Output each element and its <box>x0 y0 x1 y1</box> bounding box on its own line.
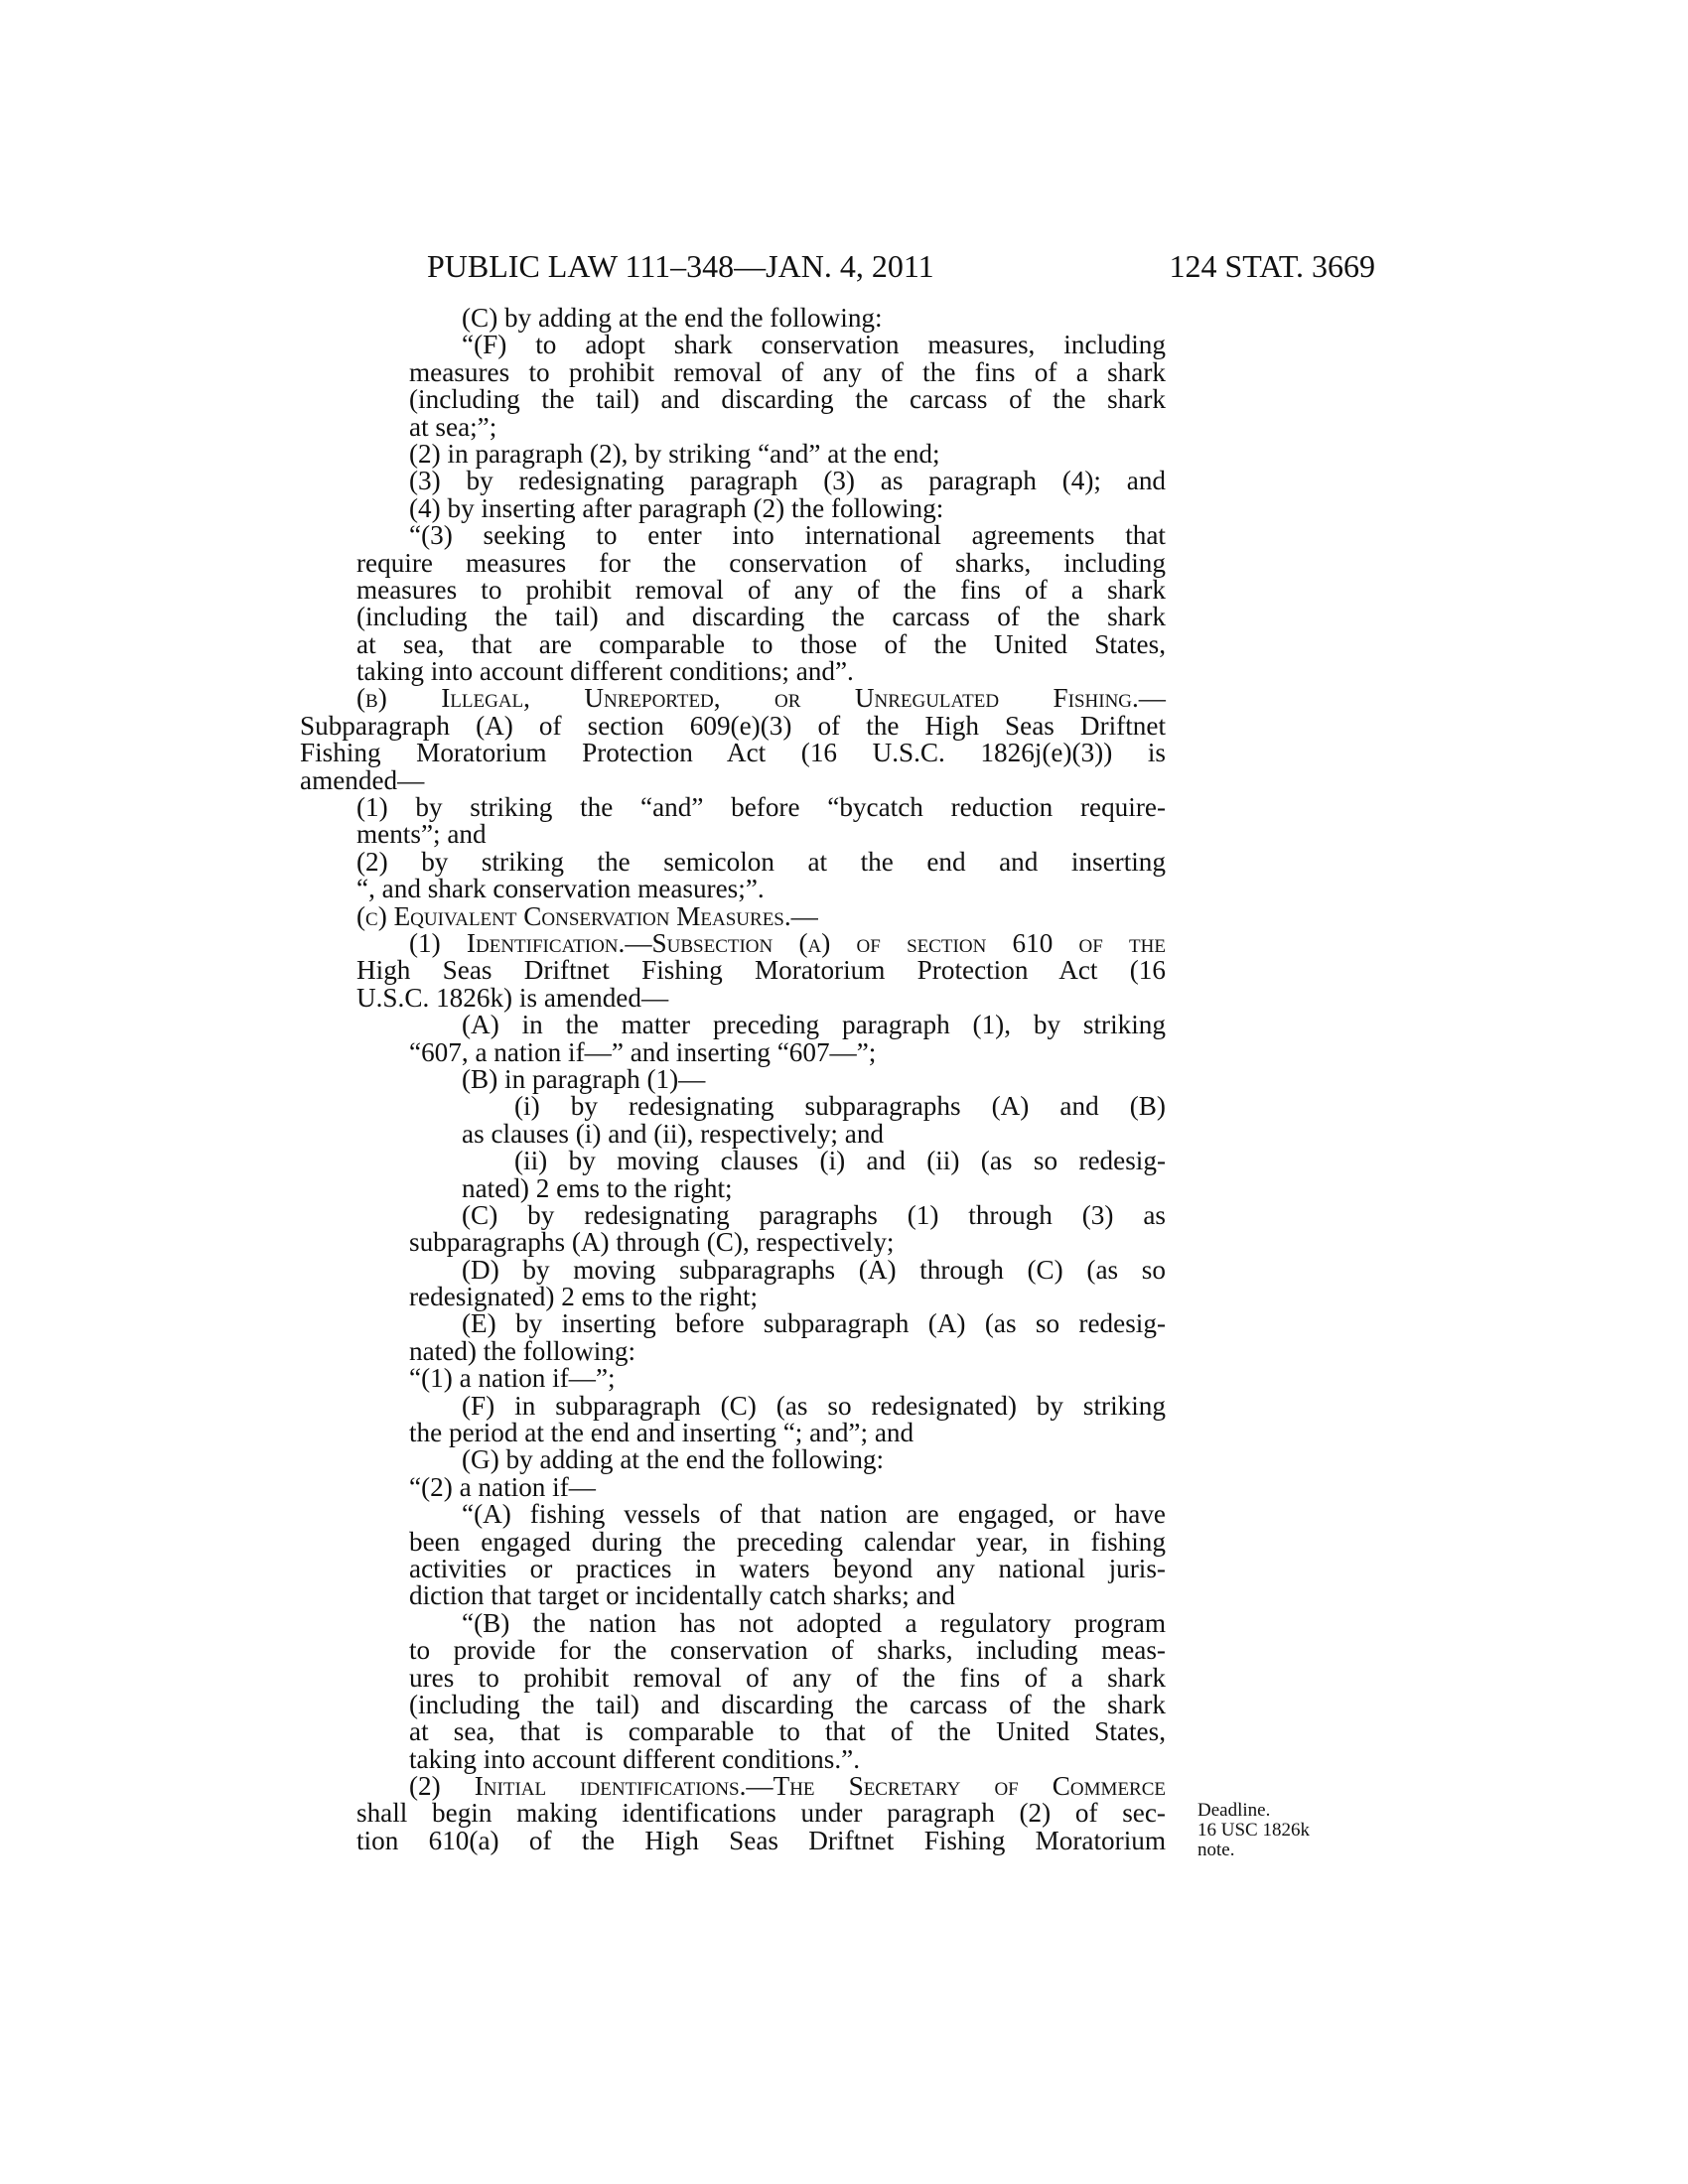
text-line: “(3) seeking to enter into international agreements that <box>409 520 1166 551</box>
text-line: (A) in the matter preceding paragraph (1), by striking <box>462 1010 1166 1040</box>
text-line: (c) Equivalent Conservation Measures.— <box>356 900 818 931</box>
margin-note <box>1197 1801 1356 1860</box>
text-line: (C) by redesignating paragraphs (1) through (3) as <box>462 1199 1166 1230</box>
text-line: “(1) a nation if—”; <box>409 1363 616 1394</box>
text-line: tion 610(a) of the High Seas Driftnet Fishing Moratorium <box>356 1825 1166 1855</box>
text-line: (1) by striking the “and” before “bycatch reduction require- <box>356 792 1166 823</box>
text-line: (including the tail) and discarding the carcass of the shark <box>409 384 1166 415</box>
text-line: Fishing Moratorium Protection Act (16 U.S.C. 1826j(e)(3)) is <box>300 738 1166 768</box>
text-line: diction that target or incidentally catch sharks; and <box>409 1580 955 1611</box>
text-line: nated) the following: <box>409 1335 636 1366</box>
margin-note-line: note. <box>1197 1840 1235 1860</box>
text-line: “(A) fishing vessels of that nation are engaged, or have <box>462 1499 1166 1530</box>
text-line: activities or practices in waters beyond any national juris- <box>409 1553 1166 1583</box>
text-line: (D) by moving subparagraphs (A) through (C) (as so <box>462 1254 1166 1285</box>
text-line: taking into account different conditions.”. <box>409 1743 861 1774</box>
text-line: (4) by inserting after paragraph (2) the following: <box>409 492 944 523</box>
running-header <box>427 248 1375 288</box>
text-line: ures to prohibit removal of any of the fins of a shark <box>409 1662 1166 1693</box>
text-line: (ii) by moving clauses (i) and (ii) (as so redesig- <box>514 1146 1166 1176</box>
text-line: measures to prohibit removal of any of the fins of a shark <box>409 356 1166 387</box>
text-line: at sea;”; <box>409 411 497 442</box>
text-line: nated) 2 ems to the right; <box>462 1172 733 1203</box>
margin-note-line: 16 USC 1826k <box>1197 1820 1310 1841</box>
text-line: measures to prohibit removal of any of the fins of a shark <box>356 574 1166 605</box>
text-line: ments”; and <box>356 819 487 850</box>
text-line: as clauses (i) and (ii), respectively; and <box>462 1118 885 1149</box>
text-line: (B) in paragraph (1)— <box>462 1063 706 1094</box>
text-line: to provide for the conservation of sharks, including meas- <box>409 1635 1166 1666</box>
text-line: (b) Illegal, Unreported, or Unregulated Fishing.— <box>356 683 1166 714</box>
text-line: “(B) the nation has not adopted a regulatory program <box>462 1607 1166 1638</box>
text-line: (G) by adding at the end the following: <box>462 1444 885 1475</box>
margin-note-line: Deadline. <box>1197 1800 1271 1821</box>
text-line: taking into account different conditions; and”. <box>356 656 854 687</box>
text-line: Subparagraph (A) of section 609(e)(3) of the High Seas Driftnet <box>300 710 1166 741</box>
text-line: amended— <box>300 764 425 795</box>
text-line: U.S.C. 1826k) is amended— <box>356 982 669 1013</box>
text-line: (including the tail) and discarding the carcass of the shark <box>356 602 1166 632</box>
text-line: (F) in subparagraph (C) (as so redesignated) by striking <box>462 1390 1166 1421</box>
text-line: “(2) a nation if— <box>409 1471 596 1502</box>
text-line: “, and shark conservation measures;”. <box>356 874 765 904</box>
text-line: at sea, that is comparable to that of the United States, <box>409 1716 1166 1747</box>
text-line: (including the tail) and discarding the carcass of the shark <box>409 1689 1166 1719</box>
text-line: (2) in paragraph (2), by striking “and” at the end; <box>409 438 940 469</box>
text-line: “607, a nation if—” and inserting “607—”; <box>409 1036 877 1067</box>
text-line: (C) by adding at the end the following: <box>462 303 883 333</box>
text-line: require measures for the conservation of sharks, including <box>356 547 1166 578</box>
text-line: at sea, that are comparable to those of the United States, <box>356 628 1166 659</box>
text-line: subparagraphs (A) through (C), respectively; <box>409 1227 895 1258</box>
text-line: (3) by redesignating paragraph (3) as paragraph (4); and <box>409 466 1166 496</box>
text-line: redesignated) 2 ems to the right; <box>409 1282 759 1312</box>
text-line: (E) by inserting before subparagraph (A) (as so redesig- <box>462 1308 1166 1339</box>
text-line: been engaged during the preceding calendar year, in fishing <box>409 1526 1166 1557</box>
header-title: PUBLIC LAW 111–348—JAN. 4, 2011 <box>427 248 934 284</box>
text-line: shall begin making identifications under paragraph (2) of sec- <box>356 1798 1166 1829</box>
text-line: (2) Initial identifications.—The Secretary of Commerce <box>409 1771 1166 1802</box>
text-line: (2) by striking the semicolon at the end and inserting <box>356 846 1166 877</box>
text-line: the period at the end and inserting “; and”; and <box>409 1418 914 1448</box>
text-line: (i) by redesignating subparagraphs (A) and (B) <box>514 1091 1166 1122</box>
text-line: High Seas Driftnet Fishing Moratorium Protection Act (16 <box>356 955 1166 986</box>
text-line: (1) Identification.—Subsection (a) of section 610 of the <box>409 927 1166 958</box>
document-body <box>300 305 1166 1854</box>
text-line: “(F) to adopt shark conservation measures, including <box>462 330 1166 360</box>
header-page-number: 124 STAT. 3669 <box>1169 248 1375 284</box>
